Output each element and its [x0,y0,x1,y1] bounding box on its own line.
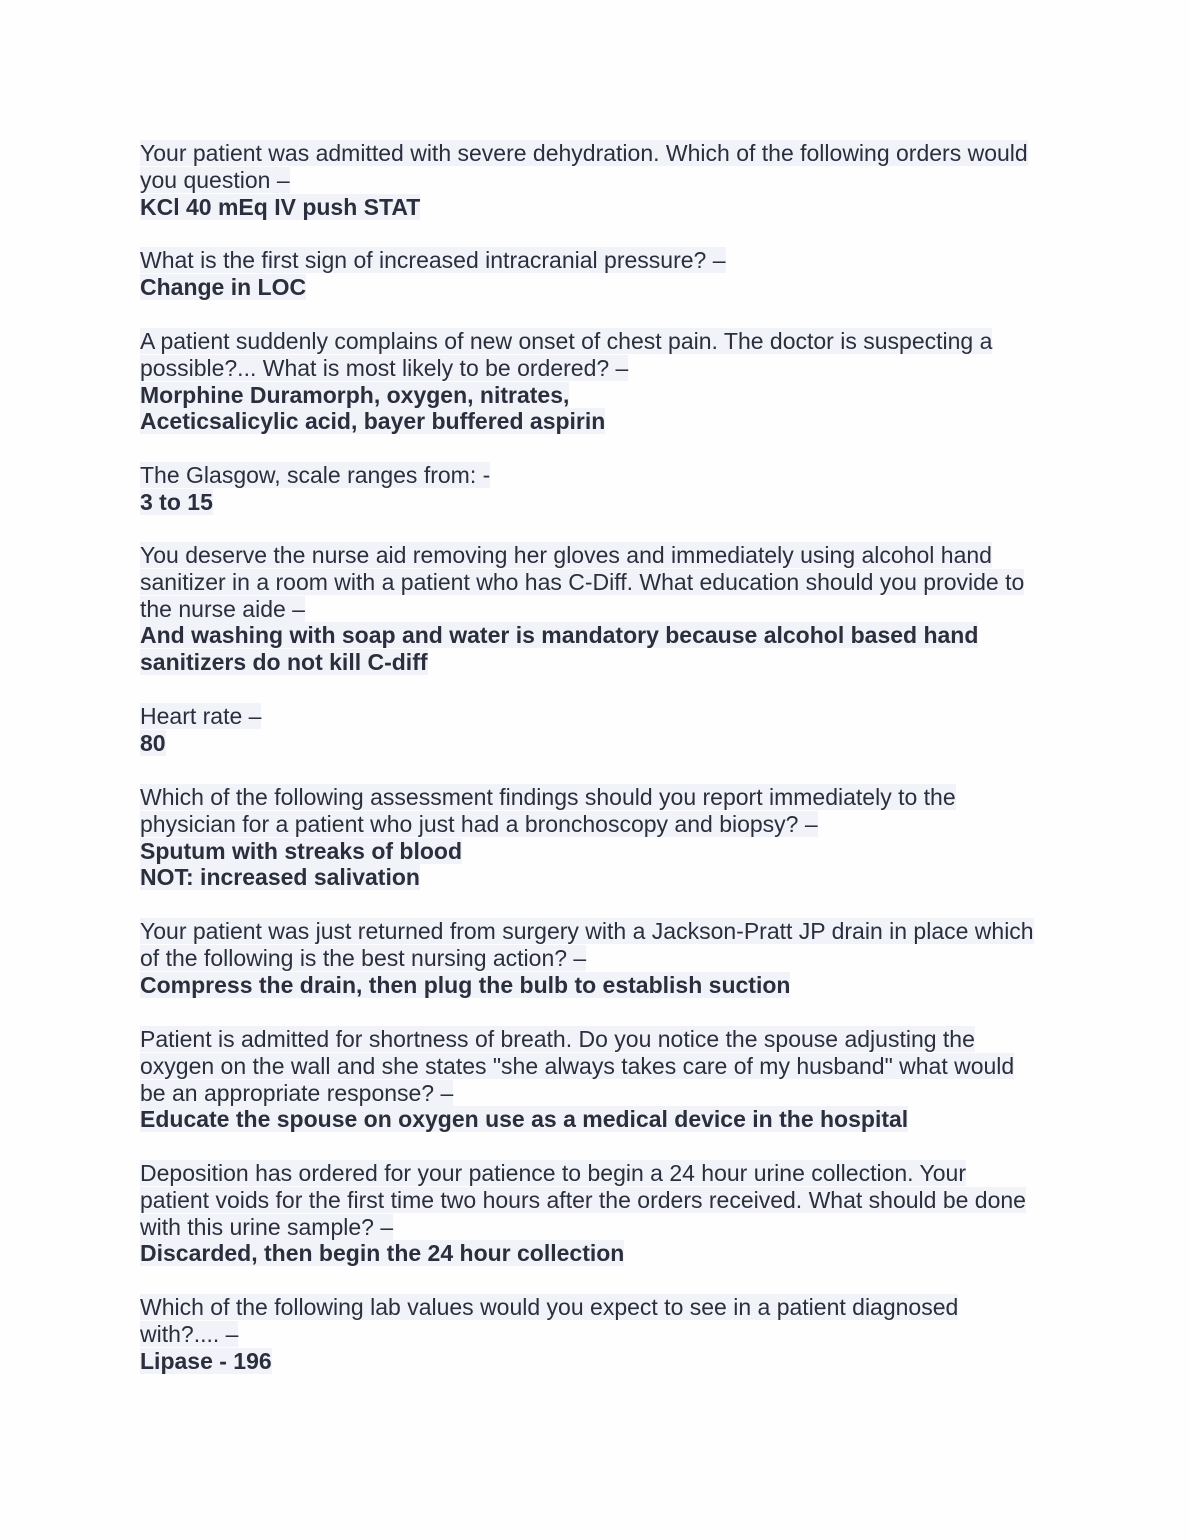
question-line: sanitizer in a room with a patient who has C-Diff. What education should you provide to [140,568,1025,595]
qa-block [140,542,1060,676]
answer-line: Sputum with streaks of blood [140,837,463,864]
question-line: Patient is admitted for shortness of breath. Do you notice the spouse adjusting the [140,1026,975,1052]
qa-block [140,247,1060,301]
question-line: the nurse aide – [140,595,305,622]
question-line: You deserve the nurse aid removing her gloves and immediately using alcohol hand [140,542,992,568]
question-line: with?.... – [140,1320,239,1347]
answer-line: Lipase - 196 [140,1347,272,1374]
answer-line: 80 [140,729,166,756]
question-line: oxygen on the wall and she states "she always takes care of my husband" what would [140,1052,1015,1079]
question-line: A patient suddenly complains of new onset of chest pain. The doctor is suspecting a [140,328,993,354]
question-line: Your patient was just returned from surgery with a Jackson-Pratt JP drain in place which [140,918,1034,944]
answer-line: KCl 40 mEq IV push STAT [140,193,421,220]
answer-line: Educate the spouse on oxygen use as a medical device in the hospital [140,1106,909,1133]
question-line: of the following is the best nursing action? – [140,944,587,971]
qa-block [140,1294,1060,1374]
question-line: What is the first sign of increased intracranial pressure? – [140,247,726,273]
answer-line: Compress the drain, then plug the bulb to establish suction [140,971,791,998]
question-line: Deposition has ordered for your patience to begin a 24 hour urine collection. Your [140,1160,966,1186]
qa-block [140,918,1060,998]
answer-line: Aceticsalicylic acid, bayer buffered aspirin [140,408,606,435]
answer-line: 3 to 15 [140,488,213,515]
question-line: with this urine sample? – [140,1213,394,1240]
question-line: possible?... What is most likely to be ordered? – [140,354,629,381]
answer-line: NOT: increased salivation [140,864,420,891]
question-line: be an appropriate response? – [140,1079,454,1106]
question-line: you question – [140,166,290,193]
answer-line: Discarded, then begin the 24 hour collection [140,1240,625,1267]
question-line: Which of the following lab values would you expect to see in a patient diagnosed [140,1294,959,1320]
qa-block [140,462,1060,516]
question-line: physician for a patient who just had a bronchoscopy and biopsy? – [140,810,818,837]
qa-block [140,703,1060,757]
answer-line: Change in LOC [140,273,307,300]
qa-block [140,1026,1060,1133]
qa-block [140,784,1060,891]
question-line: Heart rate – [140,703,262,729]
question-line: Which of the following assessment findings should you report immediately to the [140,784,956,810]
question-line: patient voids for the first time two hours after the orders received. What should be done [140,1186,1026,1213]
answer-line: sanitizers do not kill C-diff [140,649,428,676]
qa-block [140,140,1060,220]
qa-block [140,1160,1060,1267]
question-line: The Glasgow, scale ranges from: - [140,462,491,488]
answer-line: And washing with soap and water is mandatory because alcohol based hand [140,622,979,649]
question-line: Your patient was admitted with severe dehydration. Which of the following orders would [140,140,1028,166]
qa-block [140,328,1060,435]
answer-line: Morphine Duramorph, oxygen, nitrates, [140,381,570,408]
